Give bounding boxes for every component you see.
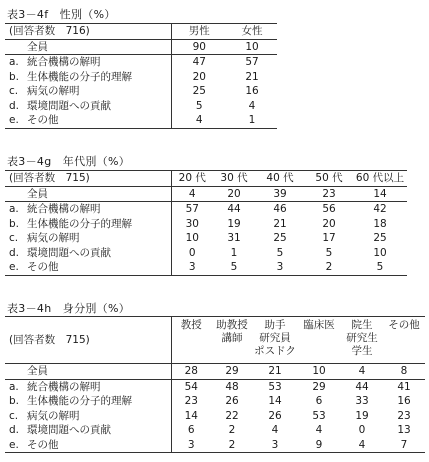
cell-value: 16 — [245, 85, 259, 98]
table2 — [5, 170, 407, 276]
cell-value: 19 — [227, 217, 241, 230]
table2-total-value: 20 — [213, 186, 255, 202]
cell-value: 6 — [187, 424, 195, 437]
cell-value: 5 — [325, 246, 333, 259]
cell-value: 19 — [355, 409, 369, 422]
row-label: 病気の解明 — [27, 85, 80, 98]
row-index: d. — [9, 246, 20, 259]
table2-col-header: 30 代 — [213, 171, 255, 187]
row-label: 統合機構の解明 — [27, 203, 101, 216]
col-header-line: 研究員 — [259, 332, 291, 344]
table3-total-label: 全員 — [5, 364, 171, 380]
table-row — [5, 409, 425, 424]
table2-title: 表3－4g 年代別（%） — [7, 155, 131, 168]
row-index: b. — [9, 70, 20, 83]
row-index: b. — [9, 217, 20, 230]
table-row — [5, 55, 277, 70]
cell-value: 14 — [268, 395, 282, 408]
cell-value: 20 — [192, 70, 206, 83]
cell-value: 4 — [248, 99, 256, 112]
cell-value: 26 — [268, 409, 282, 422]
cell-value: 4 — [171, 113, 227, 128]
row-label: 生体機能の分子的理解 — [27, 395, 132, 408]
col-header-line: 助教授 — [216, 319, 248, 331]
table3 — [5, 316, 425, 453]
col-header-line: 学生 — [351, 345, 373, 357]
cell-value: 23 — [184, 395, 198, 408]
row-index: c. — [9, 85, 19, 98]
table2-col-header: 60 代以上 — [353, 171, 407, 187]
cell-value: 5 — [195, 99, 203, 112]
table3-total-value: 28 — [171, 364, 211, 380]
cell-value: 53 — [312, 409, 326, 422]
row-index: a. — [9, 380, 19, 393]
cell-value: 53 — [268, 380, 282, 393]
cell-value: 44 — [355, 380, 369, 393]
cell-value: 21 — [245, 70, 259, 83]
row-label: 環境問題への貢献 — [27, 424, 111, 437]
cell-value: 18 — [373, 217, 387, 230]
cell-value: 3 — [253, 438, 297, 453]
row-index: e. — [9, 261, 19, 274]
table1-col-female: 女性 — [227, 24, 277, 40]
table3-col-header — [171, 317, 211, 364]
cell-value: 3 — [255, 260, 305, 275]
cell-value: 21 — [273, 217, 287, 230]
table-row — [5, 202, 407, 217]
table-row — [5, 217, 407, 232]
table1-total-value: 90 — [171, 39, 227, 55]
table1-col-male: 男性 — [171, 24, 227, 40]
cell-value: 44 — [227, 203, 241, 216]
row-label: 生体機能の分子的理解 — [27, 217, 132, 230]
row-label: 病気の解明 — [27, 409, 80, 422]
cell-value: 22 — [225, 409, 239, 422]
cell-value: 25 — [273, 232, 287, 245]
table3-col-header — [253, 317, 297, 364]
table1 — [5, 23, 277, 129]
table1-total-label: 全員 — [5, 39, 171, 55]
table3-total-value: 8 — [383, 364, 425, 380]
table-row — [5, 438, 425, 453]
cell-value: 2 — [228, 424, 236, 437]
table2-total-value: 39 — [255, 186, 305, 202]
table2-total-label: 全員 — [5, 186, 171, 202]
table1-total-row — [5, 39, 277, 55]
table2-total-value: 4 — [171, 186, 213, 202]
row-label: 病気の解明 — [27, 232, 80, 245]
cell-value: 5 — [213, 260, 255, 275]
table1-header-row — [5, 24, 277, 40]
cell-value: 23 — [397, 409, 411, 422]
cell-value: 4 — [271, 424, 279, 437]
table-row — [5, 246, 407, 261]
cell-value: 14 — [184, 409, 198, 422]
row-label: 統合機構の解明 — [27, 56, 101, 69]
cell-value: 17 — [322, 232, 336, 245]
table-row — [5, 379, 425, 394]
row-index: c. — [9, 409, 19, 422]
col-header-line: 講師 — [221, 332, 243, 344]
row-label: その他 — [27, 114, 59, 127]
cell-value: 2 — [305, 260, 353, 275]
cell-value: 31 — [227, 232, 241, 245]
table-row — [5, 84, 277, 99]
cell-value: 41 — [397, 380, 411, 393]
row-index: c. — [9, 232, 19, 245]
table3-col-header — [297, 317, 341, 364]
table3-col-header — [211, 317, 253, 364]
cell-value: 3 — [171, 260, 213, 275]
col-header-line: ポスドク — [254, 345, 296, 357]
cell-value: 29 — [312, 380, 326, 393]
table3-total-row — [5, 364, 425, 380]
cell-value: 48 — [225, 380, 239, 393]
table-row — [5, 260, 407, 275]
cell-value: 16 — [397, 395, 411, 408]
col-header-line: その他 — [388, 319, 420, 331]
table1-title: 表3－4f 性別（%） — [7, 8, 116, 21]
row-index: b. — [9, 395, 20, 408]
cell-value: 5 — [276, 246, 284, 259]
cell-value: 33 — [355, 395, 369, 408]
row-index: a. — [9, 203, 19, 216]
table2-total-value: 14 — [353, 186, 407, 202]
cell-value: 10 — [185, 232, 199, 245]
table3-total-value: 4 — [341, 364, 383, 380]
cell-value: 5 — [353, 260, 407, 275]
table3-title: 表3－4h 身分別（%） — [7, 302, 131, 315]
row-index: d. — [9, 424, 20, 437]
table1-total-value: 10 — [227, 39, 277, 55]
row-index: d. — [9, 99, 20, 112]
table-row — [5, 70, 277, 85]
cell-value: 26 — [225, 395, 239, 408]
cell-value: 57 — [245, 56, 259, 69]
table2-respondents: (回答者数 715) — [5, 171, 171, 187]
table3-col-header — [341, 317, 383, 364]
cell-value: 1 — [227, 113, 277, 128]
cell-value: 47 — [192, 56, 206, 69]
table3-header-row — [5, 317, 425, 364]
table2-col-header: 50 代 — [305, 171, 353, 187]
col-header-line: 院生 — [351, 319, 373, 331]
row-index: e. — [9, 438, 19, 451]
table-row — [5, 113, 277, 128]
cell-value: 42 — [373, 203, 387, 216]
cell-value: 2 — [211, 438, 253, 453]
table2-header-row — [5, 171, 407, 187]
cell-value: 20 — [322, 217, 336, 230]
row-label: 環境問題への貢献 — [27, 246, 111, 259]
row-index: e. — [9, 114, 19, 127]
col-header-line: 研究生 — [346, 332, 378, 344]
row-label: その他 — [27, 261, 59, 274]
cell-value: 4 — [315, 424, 323, 437]
cell-value: 25 — [192, 85, 206, 98]
table-row — [5, 423, 425, 438]
cell-value: 6 — [315, 395, 323, 408]
row-label: その他 — [27, 438, 59, 451]
table2-col-header: 20 代 — [171, 171, 213, 187]
col-header-line: 教授 — [180, 319, 202, 331]
table3-respondents: (回答者数 715) — [5, 317, 171, 364]
table2-col-header: 40 代 — [255, 171, 305, 187]
cell-value: 0 — [188, 246, 196, 259]
table-row — [5, 394, 425, 409]
cell-value: 7 — [383, 438, 425, 453]
col-header-line: 臨床医 — [303, 319, 335, 331]
table3-total-value: 21 — [253, 364, 297, 380]
row-label: 統合機構の解明 — [27, 380, 101, 393]
cell-value: 3 — [171, 438, 211, 453]
cell-value: 9 — [297, 438, 341, 453]
table3-total-value: 29 — [211, 364, 253, 380]
cell-value: 54 — [184, 380, 198, 393]
table2-total-row — [5, 186, 407, 202]
cell-value: 4 — [341, 438, 383, 453]
cell-value: 30 — [185, 217, 199, 230]
cell-value: 13 — [397, 424, 411, 437]
cell-value: 46 — [273, 203, 287, 216]
table2-total-value: 23 — [305, 186, 353, 202]
table1-respondents: (回答者数 716) — [5, 24, 171, 40]
cell-value: 57 — [185, 203, 199, 216]
col-header-line: 助手 — [264, 319, 286, 331]
table3-total-value: 10 — [297, 364, 341, 380]
row-index: a. — [9, 56, 19, 69]
cell-value: 1 — [230, 246, 238, 259]
row-label: 生体機能の分子的理解 — [27, 70, 132, 83]
table-row — [5, 99, 277, 114]
cell-value: 10 — [373, 246, 387, 259]
table3-col-header — [383, 317, 425, 364]
cell-value: 25 — [373, 232, 387, 245]
table-row — [5, 231, 407, 246]
cell-value: 56 — [322, 203, 336, 216]
cell-value: 0 — [358, 424, 366, 437]
row-label: 環境問題への貢献 — [27, 99, 111, 112]
